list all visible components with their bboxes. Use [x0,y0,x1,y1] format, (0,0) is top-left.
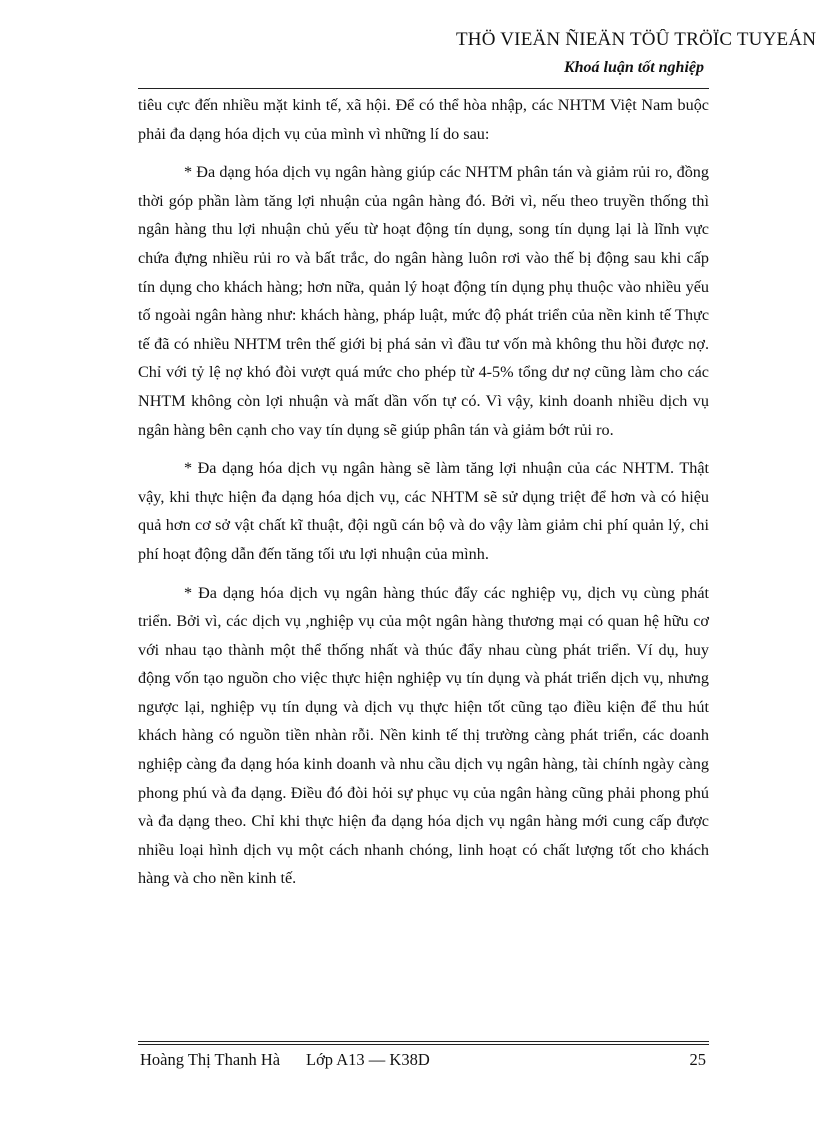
body-text [138,91,709,903]
footer-class: Lớp A13 — K38D [306,1050,430,1069]
header-divider [138,88,709,89]
footer-author: Hoàng Thị Thanh Hà [140,1050,281,1069]
site-title: THÖ VIEÄN ÑIEÄN TÖÛ TRÖÏC TUYEÁN [456,29,816,50]
footer-divider [138,1041,709,1042]
paragraph-service-development: * Đa dạng hóa dịch vụ ngân hàng thúc đẩy các nghiệp vụ, dịch vụ cùng phát triển. Bởi vì, các dịch vụ ,nghiệp vụ của một ngân hàng thương mại có quan hệ hữu cơ với nhau tạo thành một thể thống nhất và thúc đẩy nhau cùng phát triển. Ví dụ, huy động vốn tạo nguồn cho việc thực hiện nghiệp vụ tín dụng và phát triển dịch vụ, nhưng ngược lại, nghiệp vụ tín dụng và dịch vụ thực hiện tốt cũng tạo điều kiện để thu hút khách hàng có nguồn tiền nhàn rỗi. Nền kinh tế thị trường càng phát triển, các doanh nghiệp càng đa dạng hóa kinh doanh và nhu cầu dịch vụ ngân hàng, tài chính ngày càng phong phú và đa dạng. Điều đó đòi hỏi sự phục vụ của ngân hàng cũng phải phong phú và đa dạng theo. Chỉ khi thực hiện đa dạng hóa dịch vụ ngân hàng mới cung cấp được nhiều loại hình dịch vụ một cách nhanh chóng, linh hoạt có chất lượng tốt cho khách hàng và cho nền kinh tế. [138,583,709,888]
paragraph-profit-increase: * Đa dạng hóa dịch vụ ngân hàng sẽ làm tăng lợi nhuận của các NHTM. Thật vậy, khi thực hiện đa dạng hóa dịch vụ, các NHTM sẽ sử dụng triệt để hơn và có hiệu quả hơn cơ sở vật chất kĩ thuật, đội ngũ cán bộ và do vậy làm giảm chi phí quản lý, chi phí hoạt động dẫn đến tăng tối ưu lợi nhuận của mình. [138,459,709,563]
document-type-subtitle: Khoá luận tốt nghiệp [563,59,704,76]
footer-divider-double [138,1044,709,1045]
paragraph-risk-diversification: * Đa dạng hóa dịch vụ ngân hàng giúp các NHTM phân tán và giảm rủi ro, đồng thời góp phần làm tăng lợi nhuận của ngân hàng đó. Bởi vì, nếu theo truyền thống thì ngân hàng thu lợi nhuận chủ yếu từ hoạt động tín dụng, song tín dụng lại là lĩnh vực chứa đựng nhiều rủi ro và bất trắc, do ngân hàng luôn rơi vào thế bị động sau khi cấp tín dụng cho khách hàng; hơn nữa, quản lý hoạt động tín dụng phụ thuộc vào nhiều yếu tố ngoài ngân hàng như: khách hàng, pháp luật, mức độ phát triển của nền kinh tế Thực tế đã có nhiều NHTM trên thế giới bị phá sản vì đầu tư vốn mà không thu hồi được nợ. Chỉ với tỷ lệ nợ khó đòi vượt quá mức cho phép từ 4-5% tổng dư nợ cũng làm cho các NHTM không còn lợi nhuận và mất dần vốn tự có. Vì vậy, kinh doanh nhiều dịch vụ ngân hàng bên cạnh cho vay tín dụng sẽ giúp phân tán và giảm bớt rủi ro. [138,163,709,439]
paragraph-continuation: tiêu cực đến nhiều mặt kinh tế, xã hội. Để có thể hòa nhập, các NHTM Việt Nam buộc phải đa dạng hóa dịch vụ của mình vì những lí do sau: [138,96,709,143]
page-number: 25 [689,1050,706,1069]
